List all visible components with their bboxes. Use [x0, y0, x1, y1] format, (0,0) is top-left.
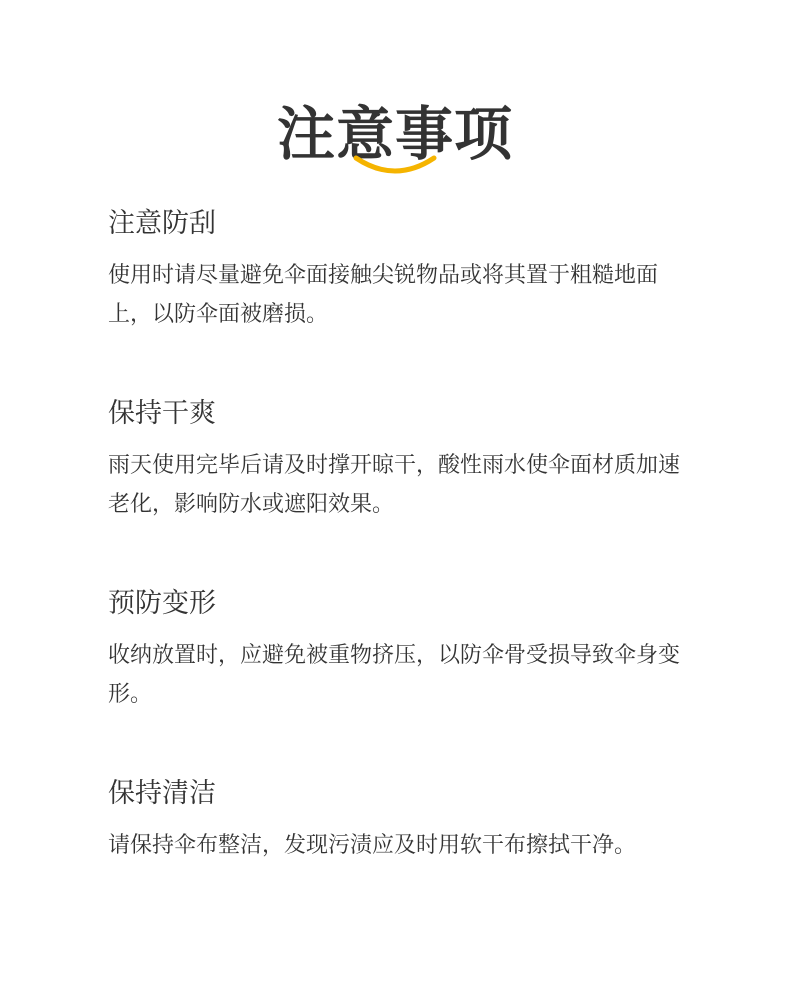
- section-body: 使用时请尽量避免伞面接触尖锐物品或将其置于粗糙地面上，以防伞面被磨损。: [108, 263, 659, 327]
- section-body: 请保持伞布整洁，发现污渍应及时用软干布擦拭干净。: [108, 833, 637, 858]
- section-keep-dry: [108, 396, 683, 524]
- page-title: 注意事项: [276, 99, 513, 168]
- section-keep-clean: [108, 776, 683, 865]
- smile-accent-icon: [352, 152, 438, 178]
- section-heading: 注意防刮: [108, 208, 216, 239]
- section-heading: 保持干爽: [108, 398, 216, 429]
- section-heading: 预防变形: [108, 588, 216, 619]
- section-body: 收纳放置时，应避免被重物挤压，以防伞骨受损导致伞身变形。: [108, 643, 681, 707]
- section-heading: 保持清洁: [108, 778, 216, 809]
- section-prevent-deformation: [108, 586, 683, 714]
- section-body: 雨天使用完毕后请及时撑开晾干，酸性雨水使伞面材质加速老化，影响防水或遮阳效果。: [108, 453, 681, 517]
- section-scratch-prevention: [108, 206, 683, 334]
